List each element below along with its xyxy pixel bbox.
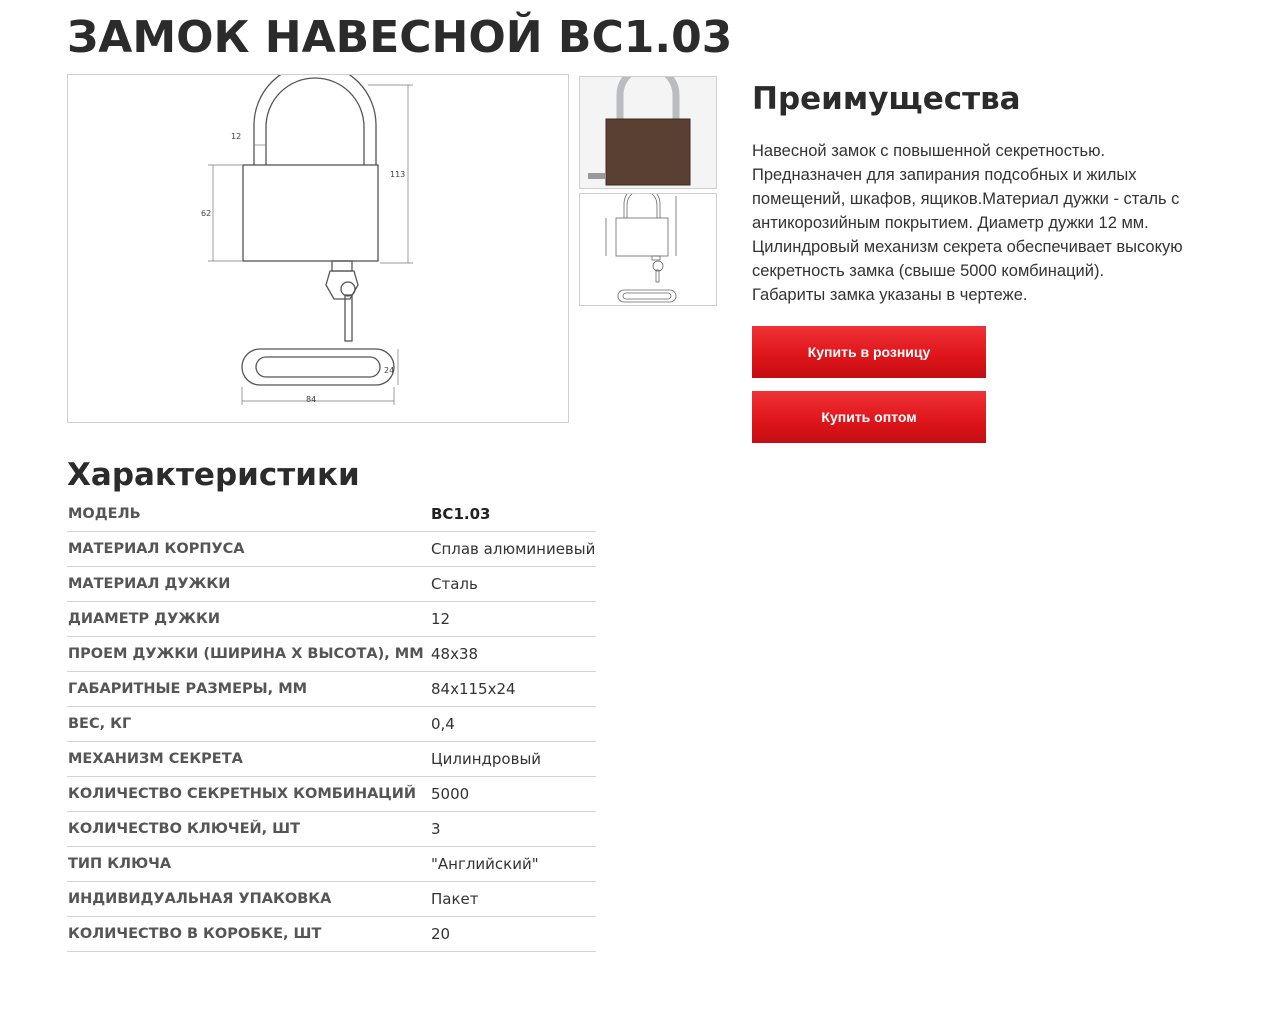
spec-value: "Английский" (430, 847, 596, 882)
dim-body-label: 62 (201, 209, 212, 218)
dim-height-label: 113 (390, 170, 406, 179)
spec-value: Сталь (430, 567, 596, 602)
spec-value: 84х115х24 (430, 672, 596, 707)
advantages-line: Предназначен для запирания подсобных и жилых (752, 166, 1137, 184)
table-row (67, 602, 596, 637)
spec-value: Пакет (430, 882, 596, 917)
spec-value: 20 (430, 917, 596, 952)
spec-key: МАТЕРИАЛ ДУЖКИ (67, 567, 430, 602)
table-row (67, 637, 596, 672)
spec-value: 48х38 (430, 637, 596, 672)
table-row (67, 917, 596, 952)
table-row (67, 742, 596, 777)
spec-value: 5000 (430, 777, 596, 812)
table-row (67, 812, 596, 847)
spec-key: ВЕС, КГ (67, 707, 430, 742)
table-row (67, 777, 596, 812)
dim-width-label: 84 (306, 395, 317, 404)
product-main-image[interactable] (67, 74, 569, 423)
table-row (67, 882, 596, 917)
spec-value: 3 (430, 812, 596, 847)
table-row (67, 497, 596, 532)
thumbnail-drawing[interactable] (579, 193, 717, 306)
table-row (67, 532, 596, 567)
table-row (67, 567, 596, 602)
advantages-line: Цилиндровый механизм секрета обеспечивает высокую (752, 238, 1183, 256)
spec-value: Цилиндровый (430, 742, 596, 777)
table-row (67, 707, 596, 742)
advantages-description (752, 139, 1242, 307)
spec-key: МЕХАНИЗМ СЕКРЕТА (67, 742, 430, 777)
table-row (67, 672, 596, 707)
buy-retail-button[interactable]: Купить в розницу (752, 326, 986, 378)
advantages-line: секретность замка (свыше 5000 комбинаций). (752, 262, 1105, 280)
advantages-line: антикорозийным покрытием. Диаметр дужки 12 мм. (752, 214, 1149, 232)
specs-table (67, 497, 596, 952)
page-title: ЗАМОК НАВЕСНОЙ ВС1.03 (67, 12, 733, 63)
spec-key: КОЛИЧЕСТВО В КОРОБКЕ, ШТ (67, 917, 430, 952)
spec-key: ТИП КЛЮЧА (67, 847, 430, 882)
advantages-title: Преимущества (752, 81, 1021, 117)
dim-depth-label: 24 (384, 366, 395, 375)
table-row (67, 847, 596, 882)
spec-key: МОДЕЛЬ (67, 497, 430, 532)
specs-title: Характеристики (67, 457, 360, 493)
advantages-line: Габариты замка указаны в чертеже. (752, 286, 1028, 304)
buy-wholesale-button[interactable]: Купить оптом (752, 391, 986, 443)
spec-key: ГАБАРИТНЫЕ РАЗМЕРЫ, ММ (67, 672, 430, 707)
advantages-line: Навесной замок с повышенной секретностью. (752, 142, 1106, 160)
spec-value: ВС1.03 (430, 497, 596, 532)
spec-value: 0,4 (430, 707, 596, 742)
padlock-drawing-thumb-icon (580, 194, 716, 305)
spec-key: ПРОЕМ ДУЖКИ (ШИРИНА Х ВЫСОТА), ММ (67, 637, 430, 672)
padlock-drawing (68, 75, 568, 422)
advantages-line: помещений, шкафов, ящиков.Материал дужки - сталь с (752, 190, 1180, 208)
spec-key: ИНДИВИДУАЛЬНАЯ УПАКОВКА (67, 882, 430, 917)
thumbnail-photo[interactable] (579, 76, 717, 189)
padlock-photo-icon (580, 77, 716, 188)
spec-key: ДИАМЕТР ДУЖКИ (67, 602, 430, 637)
spec-key: КОЛИЧЕСТВО СЕКРЕТНЫХ КОМБИНАЦИЙ (67, 777, 430, 812)
spec-key: КОЛИЧЕСТВО КЛЮЧЕЙ, ШТ (67, 812, 430, 847)
spec-value: Сплав алюминиевый (430, 532, 596, 567)
dim-shackle-label: 12 (231, 132, 242, 141)
spec-key: МАТЕРИАЛ КОРПУСА (67, 532, 430, 567)
spec-value: 12 (430, 602, 596, 637)
